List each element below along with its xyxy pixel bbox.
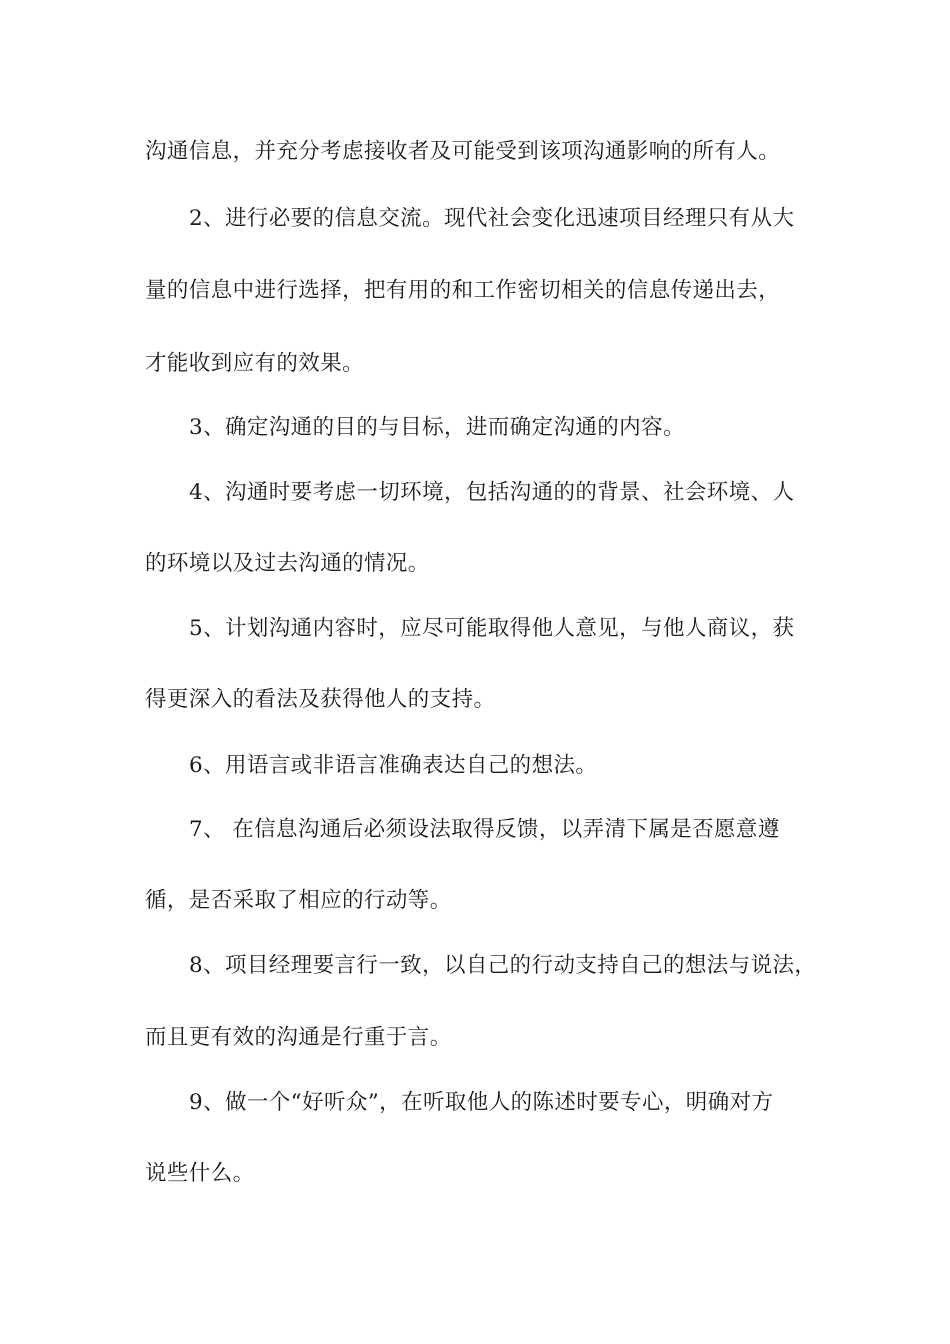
text-line: 4、沟通时要考虑一切环境，包括沟通的的背景、社会环境、人 [189,480,795,505]
text-line: 6、用语言或非语言准确表达自己的想法。 [189,753,598,778]
text-line: 3、确定沟通的目的与目标，进而确定沟通的内容。 [189,415,685,440]
text-line: 循，是否采取了相应的行动等。 [145,888,452,913]
text-line: 说些什么。 [145,1161,255,1186]
text-line: 7、 在信息沟通后必须设法取得反馈，以弄清下属是否愿意遵 [189,817,780,842]
text-line: 才能收到应有的效果。 [145,351,365,376]
text-line: 的环境以及过去沟通的情况。 [145,551,430,576]
text-line: 5、计划沟通内容时，应尽可能取得他人意见，与他人商议，获 [189,616,795,641]
text-line: 量的信息中进行选择，把有用的和工作密切相关的信息传递出去， [145,278,781,303]
text-line: 得更深入的看法及获得他人的支持。 [145,687,496,712]
text-line: 而且更有效的沟通是行重于言。 [145,1025,452,1050]
text-line: 8、项目经理要言行一致，以自己的行动支持自己的想法与说法， [189,953,817,978]
text-line: 9、做一个“好听众”，在听取他人的陈述时要专心，明确对方 [189,1090,774,1115]
text-line: 2、进行必要的信息交流。现代社会变化迅速项目经理只有从大 [189,206,795,231]
text-line: 沟通信息，并充分考虑接收者及可能受到该项沟通影响的所有人。 [145,139,781,164]
